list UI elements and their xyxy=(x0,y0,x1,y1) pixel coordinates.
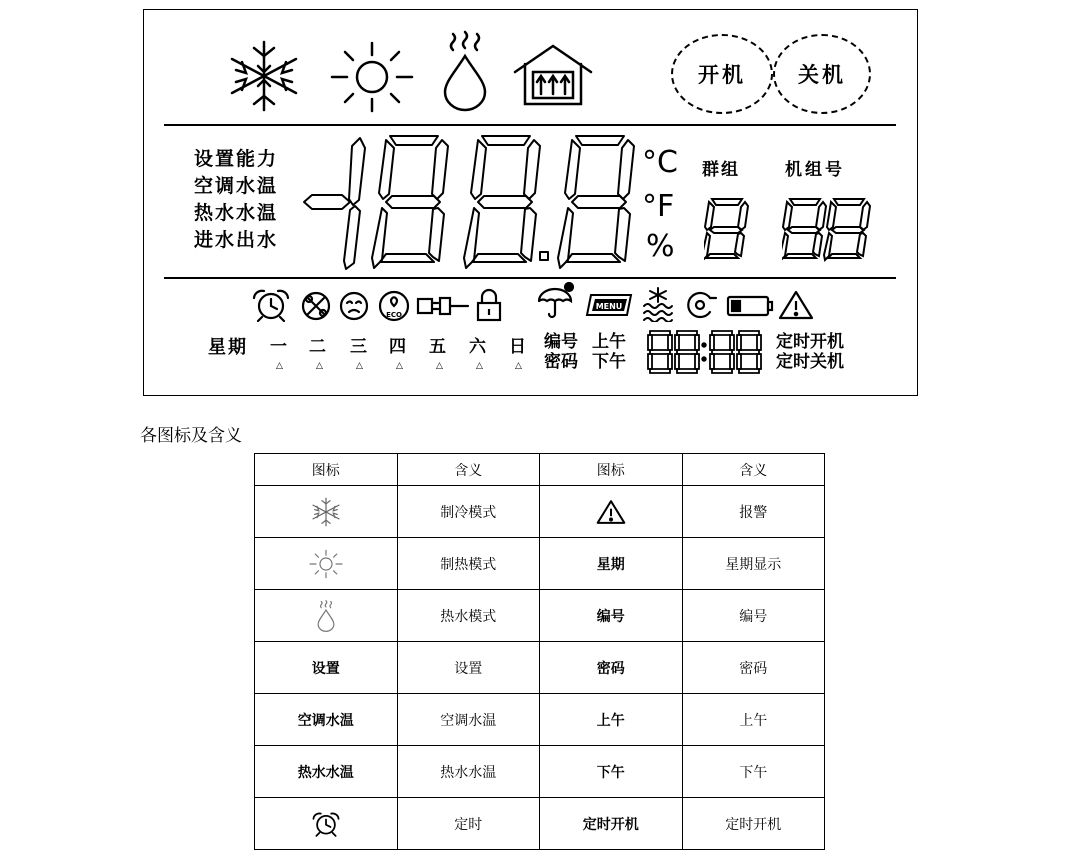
column-header: 图标 xyxy=(540,454,683,486)
house-icon xyxy=(511,42,595,108)
sun-icon xyxy=(327,40,417,114)
section-heading: 各图标及含义 xyxy=(140,426,242,446)
weekday-marker: △ xyxy=(476,361,483,371)
battery-icon xyxy=(726,294,774,318)
lcd-panel xyxy=(143,9,918,396)
timer-on-label: 定时开机 xyxy=(776,332,844,352)
meaning-cell: 热水水温 xyxy=(397,746,540,798)
meaning-cell: 定时开机 xyxy=(682,798,825,850)
table-row xyxy=(255,798,825,850)
unit-celsius: °C xyxy=(642,145,678,180)
unit-number-label: 机组号 xyxy=(785,160,845,180)
icon-text-cell: 热水水温 xyxy=(255,746,398,798)
icon-cell xyxy=(540,486,683,538)
power-off-button[interactable] xyxy=(773,34,871,114)
unit-fahrenheit: °F xyxy=(642,189,675,224)
column-header: 含义 xyxy=(397,454,540,486)
pm-label: 下午 xyxy=(592,352,626,372)
divider xyxy=(164,124,896,126)
meaning-cell: 热水模式 xyxy=(397,590,540,642)
clock-segment-display xyxy=(646,329,766,375)
alarm-clock-icon xyxy=(248,288,294,322)
column-header: 图标 xyxy=(255,454,398,486)
meaning-cell: 空调水温 xyxy=(397,694,540,746)
table-row xyxy=(255,538,825,590)
divider xyxy=(164,277,896,279)
menu-badge-icon xyxy=(585,293,633,317)
icon-text-cell: 定时开机 xyxy=(540,798,683,850)
snowflake-icon xyxy=(222,38,306,114)
column-header: 含义 xyxy=(682,454,825,486)
icon-text-cell: 设置 xyxy=(255,642,398,694)
table-row xyxy=(255,694,825,746)
meaning-cell: 报警 xyxy=(682,486,825,538)
weekday-1: 一 xyxy=(270,337,287,357)
power-off-label: 关机 xyxy=(798,63,846,87)
drop-icon xyxy=(315,599,337,633)
tools-icon xyxy=(300,291,332,321)
am-label: 上午 xyxy=(592,332,626,352)
snowflake-icon xyxy=(309,496,343,528)
defrost-icon xyxy=(638,286,678,322)
timer-off-label: 定时关机 xyxy=(776,352,844,372)
weekday-7: 日 xyxy=(509,337,526,357)
weekday-3: 三 xyxy=(350,337,367,357)
meaning-cell: 星期显示 xyxy=(682,538,825,590)
meaning-cell: 定时 xyxy=(397,798,540,850)
segment-digits xyxy=(300,132,650,272)
power-on-button[interactable] xyxy=(671,34,773,114)
unit-percent: % xyxy=(646,229,675,264)
icon-text-cell: 下午 xyxy=(540,746,683,798)
umbrella-icon xyxy=(535,281,577,321)
plug-icon xyxy=(416,293,470,319)
icon-cell xyxy=(255,486,398,538)
table-row xyxy=(255,486,825,538)
face-icon xyxy=(338,291,370,321)
week-label: 星期 xyxy=(208,337,248,358)
weekday-marker: △ xyxy=(396,361,403,371)
table-row xyxy=(255,642,825,694)
icon-text-cell: 上午 xyxy=(540,694,683,746)
label-capacity: 设置能力 xyxy=(194,148,279,170)
meaning-cell: 密码 xyxy=(682,642,825,694)
table-row xyxy=(255,590,825,642)
weekday-marker: △ xyxy=(356,361,363,371)
icon-text-cell: 星期 xyxy=(540,538,683,590)
eco-text: ECO xyxy=(386,311,402,319)
meaning-cell: 上午 xyxy=(682,694,825,746)
weekday-4: 四 xyxy=(389,337,406,357)
password-label: 密码 xyxy=(544,352,578,372)
main-segment-display xyxy=(300,132,650,276)
table-row xyxy=(255,746,825,798)
lock-icon xyxy=(474,288,504,322)
icon-text-cell: 密码 xyxy=(540,642,683,694)
icon-cell xyxy=(255,538,398,590)
weekday-marker: △ xyxy=(276,361,283,371)
group-label: 群组 xyxy=(702,160,740,180)
unit-number-segment-display xyxy=(782,196,872,262)
meaning-cell: 设置 xyxy=(397,642,540,694)
weekday-6: 六 xyxy=(469,337,486,357)
weekday-marker: △ xyxy=(515,361,522,371)
icon-cell xyxy=(255,798,398,850)
warning-icon xyxy=(778,289,814,321)
meaning-cell: 制冷模式 xyxy=(397,486,540,538)
icon-cell xyxy=(255,590,398,642)
icon-text-cell: 编号 xyxy=(540,590,683,642)
meaning-cell: 制热模式 xyxy=(397,538,540,590)
icon-legend-table xyxy=(254,453,825,850)
meaning-cell: 编号 xyxy=(682,590,825,642)
sun-icon xyxy=(308,549,344,579)
label-water-in-out: 进水出水 xyxy=(194,229,279,251)
power-on-label: 开机 xyxy=(698,63,746,87)
weekday-5: 五 xyxy=(429,337,446,357)
icon-text-cell: 空调水温 xyxy=(255,694,398,746)
drop-icon xyxy=(437,30,493,112)
warning-icon xyxy=(596,498,626,526)
code-label: 编号 xyxy=(544,332,578,352)
alarm-clock-icon xyxy=(309,811,343,837)
label-ac-water-temp: 空调水温 xyxy=(194,175,279,197)
group-segment-display xyxy=(704,196,750,262)
weekday-2: 二 xyxy=(309,337,326,357)
weekday-marker: △ xyxy=(436,361,443,371)
weekday-marker: △ xyxy=(316,361,323,371)
table-header-row xyxy=(255,454,825,486)
fan-icon xyxy=(682,290,718,320)
meaning-cell: 下午 xyxy=(682,746,825,798)
eco-icon xyxy=(377,290,411,322)
menu-badge-text: MENU xyxy=(595,302,623,311)
label-hot-water-temp: 热水水温 xyxy=(194,202,279,224)
